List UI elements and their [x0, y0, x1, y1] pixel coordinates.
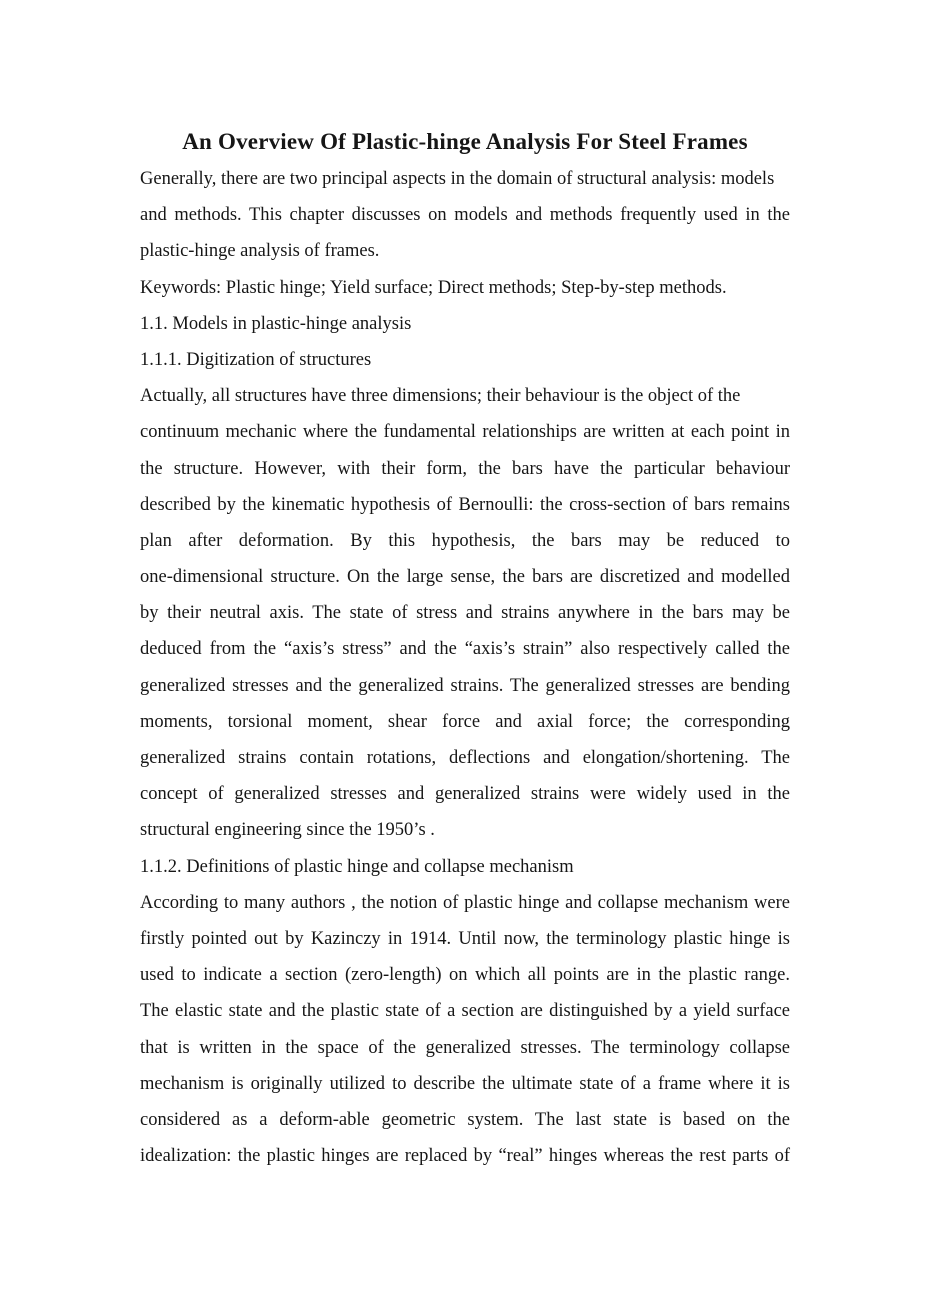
text-line: According to many authors , the notion of plastic hinge and collapse mechanism were [140, 892, 790, 913]
text-line: considered as a deform-able geometric system. The last state is based on the [140, 1109, 790, 1130]
text-line: plan after deformation. By this hypothesis, the bars may be reduced to [140, 530, 790, 551]
text-line: plastic-hinge analysis of frames. [140, 241, 380, 262]
document-body [140, 161, 790, 1174]
text-line: generalized stresses and the generalized strains. The generalized stresses are bending [140, 675, 790, 696]
text-line: described by the kinematic hypothesis of Bernoulli: the cross-section of bars remains [140, 494, 790, 515]
text-line: concept of generalized stresses and generalized strains were widely used in the [140, 784, 790, 805]
document-title: An Overview Of Plastic-hinge Analysis For Steel Frames [182, 129, 748, 154]
text-line: moments, torsional moment, shear force and axial force; the corresponding [140, 711, 790, 732]
text-line: mechanism is originally utilized to describe the ultimate state of a frame where it is [140, 1073, 790, 1094]
text-line: firstly pointed out by Kazinczy in 1914. Until now, the terminology plastic hinge is [140, 928, 790, 949]
text-line: by their neutral axis. The state of stress and strains anywhere in the bars may be [140, 603, 790, 624]
text-line: Actually, all structures have three dimensions; their behaviour is the object of the [140, 386, 741, 407]
text-line: continuum mechanic where the fundamental relationships are written at each point in [140, 422, 790, 443]
section-heading: 1.1. Models in plastic-hinge analysis [140, 313, 412, 334]
text-line: structural engineering since the 1950’s . [140, 820, 435, 841]
keywords-line: Keywords: Plastic hinge; Yield surface; Direct methods; Step-by-step methods. [140, 277, 727, 298]
text-line: deduced from the “axis’s stress” and the “axis’s strain” also respectively called the [140, 639, 790, 660]
text-line: one-dimensional structure. On the large sense, the bars are discretized and modelled [140, 567, 790, 588]
section-heading: 1.1.2. Definitions of plastic hinge and collapse mechanism [140, 856, 574, 877]
text-line: Generally, there are two principal aspects in the domain of structural analysis: models [140, 169, 775, 189]
text-line: used to indicate a section (zero-length) on which all points are in the plastic range. [140, 965, 790, 986]
text-line: and methods. This chapter discusses on models and methods frequently used in the [140, 205, 790, 226]
text-line: The elastic state and the plastic state of a section are distinguished by a yield surface [140, 1001, 790, 1022]
text-line: idealization: the plastic hinges are replaced by “real” hinges whereas the rest parts of [140, 1146, 790, 1167]
text-line: that is written in the space of the generalized stresses. The terminology collapse [140, 1037, 790, 1058]
document-content [140, 122, 790, 1174]
text-line: generalized strains contain rotations, deflections and elongation/shortening. The [140, 748, 790, 768]
text-line: the structure. However, with their form, the bars have the particular behaviour [140, 458, 790, 479]
section-heading: 1.1.1. Digitization of structures [140, 349, 372, 370]
